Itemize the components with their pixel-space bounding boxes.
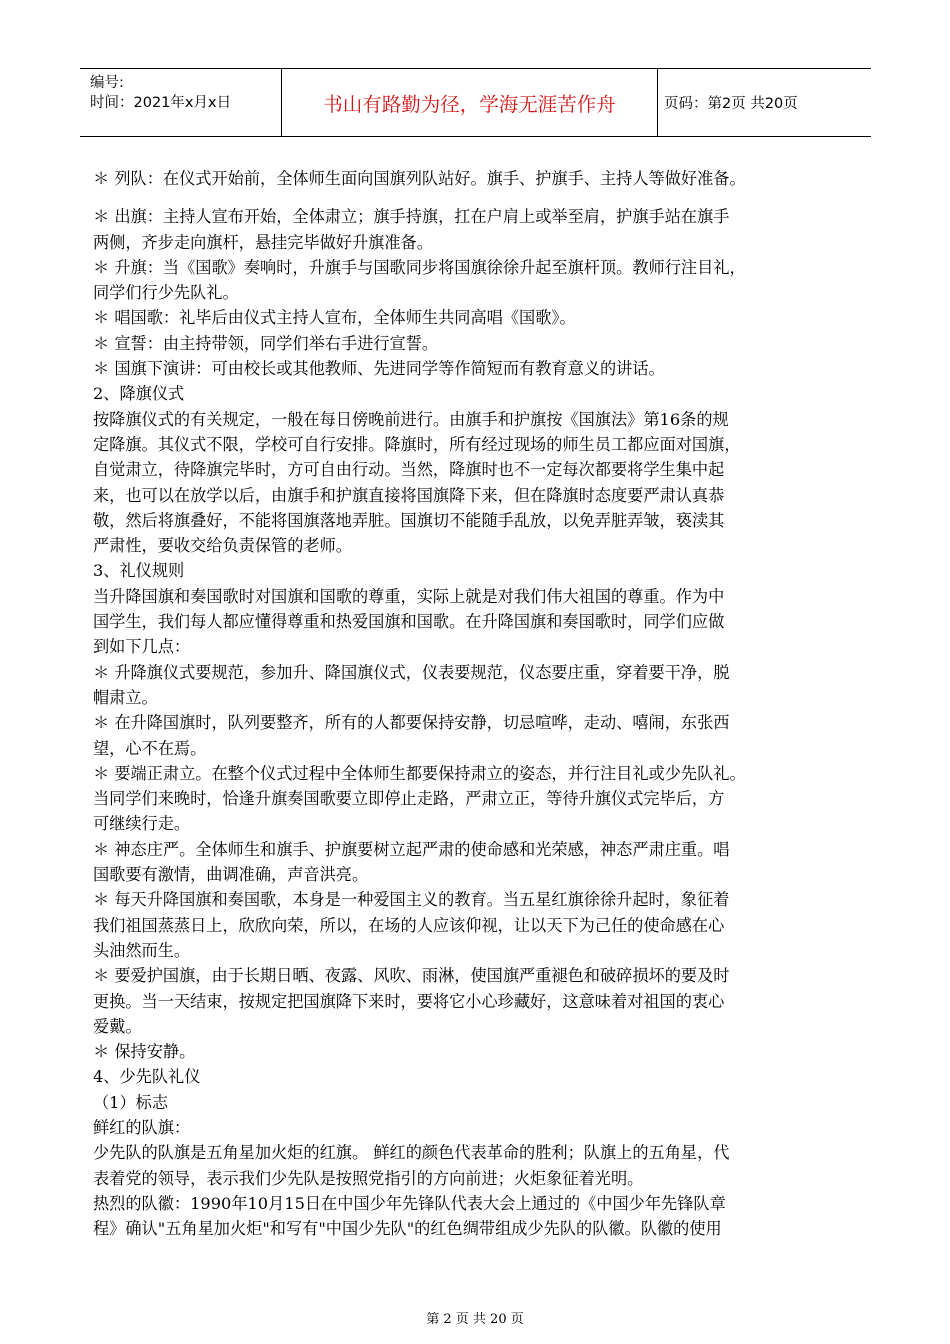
- text-line: 到如下几点：: [93, 637, 191, 657]
- text-line: 头油然而生。: [93, 940, 191, 960]
- text-line: 按降旗仪式的有关规定，一般在每日傍晚前进行。由旗手和护旗按《国旗法》第16条的规: [93, 409, 729, 429]
- text-line: 自觉肃立，待降旗完毕时，方可自由行动。当然，降旗时也不一定每次都要将学生集中起: [93, 460, 725, 480]
- text-line: 来，也可以在放学以后，由旗手和护旗直接将国旗降下来，但在降旗时态度要严肃认真恭: [93, 485, 725, 505]
- text-line: 少先队的队旗是五角星加火炬的红旗。 鲜红的颜色代表革命的胜利；队旗上的五角星，代: [93, 1143, 730, 1163]
- text-line: 表着党的领导，表示我们少先队是按照党指引的方向前进；火炬象征着光明。: [93, 1168, 644, 1188]
- text-line: ＊ 神态庄严。全体师生和旗手、护旗要树立起严肃的使命感和光荣感，神态严肃庄重。唱: [93, 839, 730, 859]
- text-line: 同学们行少先队礼。: [93, 283, 239, 303]
- header-meta: [80, 69, 282, 136]
- header-page-info: 页码：第2页 共20页: [664, 96, 798, 112]
- text-line: 我们祖国蒸蒸日上，欣欣向荣，所以，在场的人应该仰视，让以天下为己任的使命感在心: [93, 915, 725, 935]
- text-line: 定降旗。其仪式不限，学校可自行安排。降旗时，所有经过现场的师生员工都应面对国旗，: [93, 434, 741, 454]
- sub-heading: （1）标志: [93, 1092, 169, 1112]
- number-label: 编号:: [90, 75, 124, 91]
- text-line: ＊ 唱国歌：礼毕后由仪式主持人宣布，全体师生共同高唱《国歌》。: [93, 308, 576, 328]
- text-line: 望，心不在焉。: [93, 738, 207, 758]
- text-line: ＊ 国旗下演讲：可由校长或其他教师、先进同学等作简短而有教育意义的讲话。: [93, 359, 665, 379]
- text-line: 国歌要有激情，曲调准确，声音洪亮。: [93, 865, 369, 885]
- text-line: 程》确认"五角星加火炬"和写有"中国少先队"的红色绸带组成少先队的队徽。队徽的使用: [93, 1219, 722, 1239]
- section-heading: 2、降旗仪式: [93, 384, 185, 404]
- page-footer: 第 2 页 共 20 页: [426, 1312, 524, 1327]
- document-body: [93, 166, 863, 1241]
- text-line: 热烈的队徽：1990年10月15日在中国少年先锋队代表大会上通过的《中国少年先锋队章: [93, 1193, 726, 1213]
- text-line: 敬，然后将旗叠好，不能将国旗落地弄脏。国旗切不能随手乱放，以免弄脏弄皱，亵渎其: [93, 510, 725, 530]
- text-line: 鲜红的队旗：: [93, 1117, 191, 1137]
- text-line: 爱戴。: [93, 1016, 142, 1036]
- text-line: 当升降国旗和奏国歌时对国旗和国歌的尊重，实际上就是对我们伟大祖国的尊重。作为中: [93, 586, 725, 606]
- section-heading: 3、礼仪规则: [93, 561, 185, 581]
- text-line: 两侧，齐步走向旗杆，悬挂完毕做好升旗准备。: [93, 232, 433, 252]
- text-line: ＊ 列队：在仪式开始前，全体师生面向国旗列队站好。旗手、护旗手、主持人等做好准备。: [93, 169, 746, 188]
- text-line: ＊ 在升降国旗时，队列要整齐，所有的人都要保持安静，切忌喧哗，走动、嘻闹，东张西: [93, 713, 730, 733]
- text-line: 可继续行走。: [93, 814, 191, 834]
- text-line: ＊ 每天升降国旗和奏国歌，本身是一种爱国主义的教育。当五星红旗徐徐升起时，象征着: [93, 890, 730, 910]
- text-line: ＊ 出旗：主持人宣布开始，全体肃立；旗手持旗，扛在户肩上或举至肩，护旗手站在旗手: [93, 207, 730, 227]
- text-line: 更换。当一天结束，按规定把国旗降下来时，要将它小心珍藏好，这意味着对祖国的衷心: [93, 991, 725, 1011]
- text-line: ＊ 保持安静。: [93, 1042, 196, 1062]
- time-label: 时间：2021年x月x日: [90, 95, 232, 111]
- text-line: 严肃性，要收交给负责保管的老师。: [93, 536, 352, 556]
- text-line: 国学生，我们每人都应懂得尊重和热爱国旗和国歌。在升降国旗和奏国歌时，同学们应做: [93, 612, 725, 632]
- text-line: ＊ 升降旗仪式要规范，参加升、降国旗仪式，仪表要规范，仪态要庄重，穿着要干净，脱: [93, 662, 730, 682]
- page-header: [80, 68, 871, 137]
- header-motto: 书山有路勤为径，学海无涯苦作舟: [282, 69, 658, 136]
- text-line: 当同学们来晚时，恰逢升旗奏国歌要立即停止走路，严肃立正，等待升旗仪式完毕后，方: [93, 789, 725, 809]
- section-heading: 4、少先队礼仪: [93, 1067, 201, 1087]
- text-line: ＊ 宣誓：由主持带领，同学们举右手进行宣誓。: [93, 333, 439, 353]
- text-line: ＊ 升旗：当《国歌》奏响时，升旗手与国歌同步将国旗徐徐升起至旗杆顶。教师行注目礼，: [93, 257, 746, 277]
- text-line: ＊ 要端正肃立。在整个仪式过程中全体师生都要保持肃立的姿态，并行注目礼或少先队礼。: [93, 763, 746, 783]
- text-line: ＊ 要爱护国旗，由于长期日晒、夜露、风吹、雨淋，使国旗严重褪色和破碎损坏的要及时: [93, 966, 730, 986]
- text-line: 帽肃立。: [93, 687, 158, 707]
